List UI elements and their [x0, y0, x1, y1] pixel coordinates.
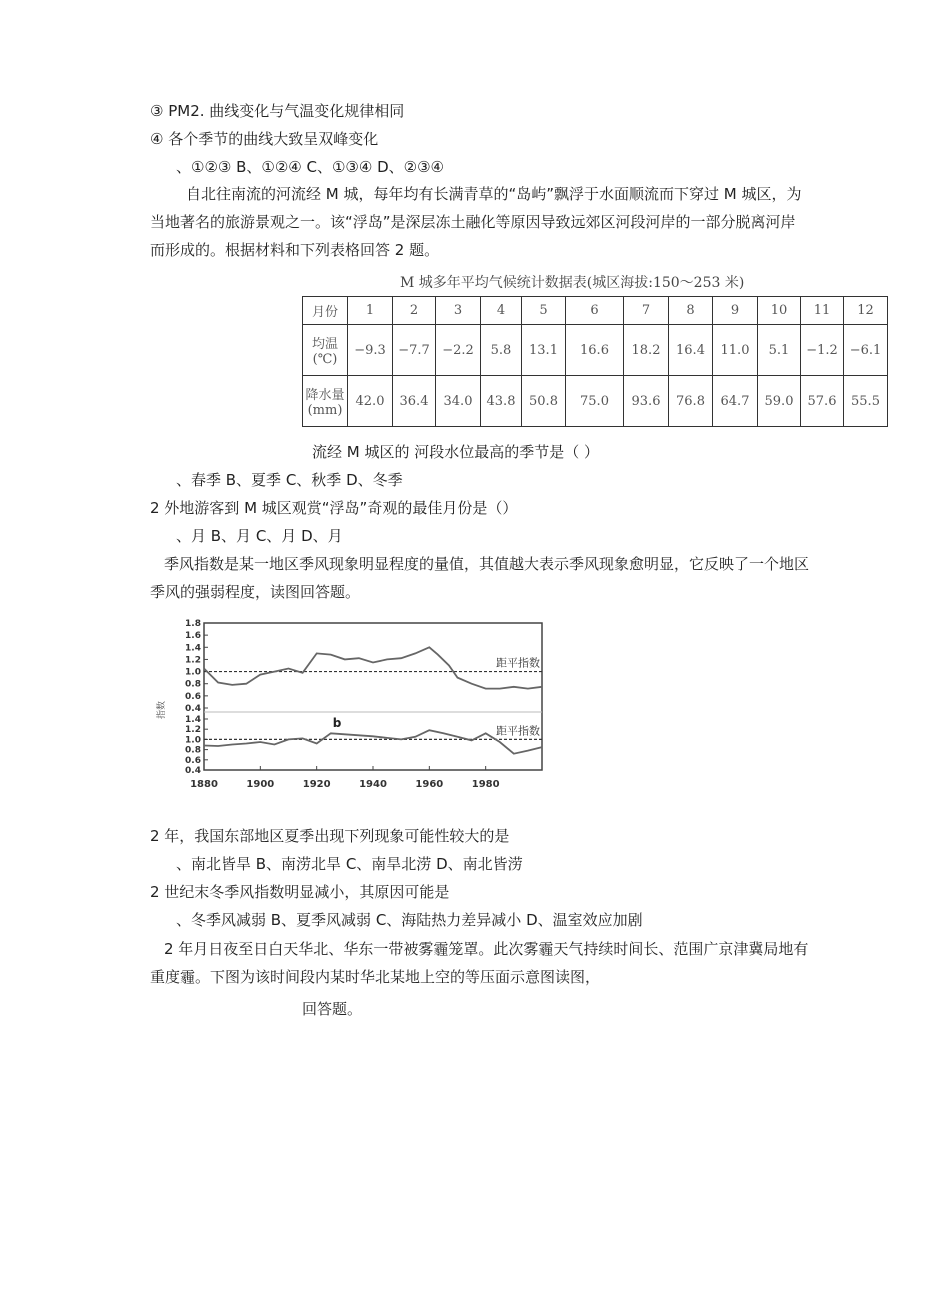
temp-cell: 11.0: [713, 325, 758, 376]
temp-cell: 13.1: [522, 325, 566, 376]
question-2-options: 、月 B、月 C、月 D、月: [176, 527, 343, 545]
question-1-options: 、春季 B、夏季 C、秋季 D、冬季: [176, 471, 403, 489]
y-tick-label: 0.4: [185, 766, 201, 776]
precip-cell: 59.0: [758, 376, 801, 427]
month-cell: 4: [481, 297, 522, 325]
curve-annotation: b: [332, 716, 342, 731]
temp-cell: 5.1: [758, 325, 801, 376]
option-line-3: ③ PM2. 曲线变化与气温变化规律相同: [150, 102, 405, 120]
series-line-2: [204, 730, 542, 754]
question-4: 2 世纪末冬季风指数明显减小，其原因可能是: [150, 883, 450, 901]
temp-cell: 16.4: [669, 325, 713, 376]
paragraph-haze-end: 回答题。: [302, 1000, 363, 1018]
precip-cell: 42.0: [348, 376, 393, 427]
temp-cell: 18.2: [624, 325, 669, 376]
temp-cell: −2.2: [436, 325, 481, 376]
table-row-months: [303, 297, 888, 325]
x-tick-label: 1900: [246, 779, 275, 790]
question-2: 2 外地游客到 M 城区观赏“浮岛”奇观的最佳月份是（）: [150, 499, 518, 517]
series-label: 距平指数: [496, 656, 540, 670]
month-cell: 11: [801, 297, 844, 325]
series-label: 距平指数: [496, 724, 540, 738]
month-cell: 5: [522, 297, 566, 325]
precip-cell: 64.7: [713, 376, 758, 427]
precip-cell: 55.5: [844, 376, 888, 427]
option-line-4: ④ 各个季节的曲线大致呈双峰变化: [150, 130, 379, 148]
y-tick-label: 0.6: [185, 691, 201, 702]
y-tick-label: 1.8: [185, 619, 201, 629]
paragraph-haze: 2 年月日夜至日白天华北、华东一带被雾霾笼罩。此次雾霾天气持续时间长、范围广京津冀局地有重度霾。下图为该时间段内某时华北某地上空的等压面示意图读图，: [150, 940, 809, 986]
month-cell: 12: [844, 297, 888, 325]
question-3-options: 、南北皆旱 B、南涝北旱 C、南旱北涝 D、南北皆涝: [176, 855, 523, 873]
temp-label-1: 均温: [311, 337, 338, 352]
temp-cell: −1.2: [801, 325, 844, 376]
precip-cell: 93.6: [624, 376, 669, 427]
x-tick-label: 1920: [302, 779, 331, 790]
header-month-label: 月份: [303, 297, 348, 325]
answer-options-1: 、①②③ B、①②④ C、①③④ D、②③④: [176, 158, 444, 176]
y-tick-label: 0.8: [185, 679, 201, 690]
y-tick-label: 1.6: [185, 631, 201, 642]
x-tick-label: 1880: [190, 779, 218, 790]
temp-cell: −6.1: [844, 325, 888, 376]
temp-cell: 16.6: [566, 325, 624, 376]
month-cell: 6: [566, 297, 624, 325]
temp-cell: 5.8: [481, 325, 522, 376]
question-4-options: 、冬季风减弱 B、夏季风减弱 C、海陆热力差异减小 D、温室效应加剧: [176, 911, 643, 929]
paragraph-river-island: 自北往南流的河流经 M 城，每年均有长满青草的“岛屿”飘浮于水面顺流而下穿过 M 城区，为当地著名的旅游景观之一。该“浮岛”是深层冻土融化等原因导致远郊区河段河岸的一部分脱离河岸而形成的。根据材料和下列表格回答 2 题。: [150, 185, 802, 259]
table-row-temperature: [303, 325, 888, 376]
month-cell: 8: [669, 297, 713, 325]
month-cell: 10: [758, 297, 801, 325]
precip-cell: 50.8: [522, 376, 566, 427]
temp-cell: −9.3: [348, 325, 393, 376]
month-cell: 2: [393, 297, 436, 325]
paragraph-monsoon-index: 季风指数是某一地区季风现象明显程度的量值，其值越大表示季风现象愈明显，它反映了一个地区季风的强弱程度，读图回答题。: [150, 555, 810, 601]
temp-label: [303, 325, 348, 376]
precip-cell: 57.6: [801, 376, 844, 427]
x-tick-label: 1940: [359, 779, 387, 790]
precip-label-1: 降水量: [305, 388, 345, 403]
y-tick-label: 1.2: [185, 655, 201, 666]
plot-frame: [204, 623, 542, 770]
temp-cell: −7.7: [393, 325, 436, 376]
y-tick-label: 1.0: [185, 667, 201, 678]
table-caption: M 城多年平均气候统计数据表(城区海拔:150～253 米): [400, 275, 745, 291]
question-1: 流经 M 城区的 河段水位最高的季节是（ ）: [312, 443, 600, 461]
precip-cell: 36.4: [393, 376, 436, 427]
y-axis-label: 指数: [157, 700, 167, 720]
precip-cell: 34.0: [436, 376, 481, 427]
month-cell: 3: [436, 297, 481, 325]
series-line-1: [204, 647, 542, 688]
y-tick-label: 1.2: [185, 725, 201, 736]
y-tick-label: 1.4: [185, 715, 201, 725]
month-cell: 9: [713, 297, 758, 325]
question-3: 2 年，我国东部地区夏季出现下列现象可能性较大的是: [150, 827, 510, 845]
table-row-precipitation: [303, 376, 888, 427]
temp-label-2: (℃): [312, 352, 338, 367]
y-tick-label: 1.0: [185, 735, 201, 746]
precip-cell: 75.0: [566, 376, 624, 427]
month-cell: 7: [624, 297, 669, 325]
month-cell: 1: [348, 297, 393, 325]
x-tick-label: 1980: [471, 779, 500, 790]
y-tick-label: 0.6: [185, 755, 201, 766]
y-tick-label: 0.4: [185, 704, 201, 714]
precip-cell: 76.8: [669, 376, 713, 427]
climate-table: [302, 296, 888, 427]
precip-label-2: (mm): [307, 403, 343, 418]
y-tick-label: 1.4: [185, 643, 201, 654]
precip-label: [303, 376, 348, 427]
precip-cell: 43.8: [481, 376, 522, 427]
y-tick-label: 0.8: [185, 745, 201, 756]
x-tick-label: 1960: [415, 779, 444, 790]
monsoon-index-chart: [150, 615, 590, 820]
